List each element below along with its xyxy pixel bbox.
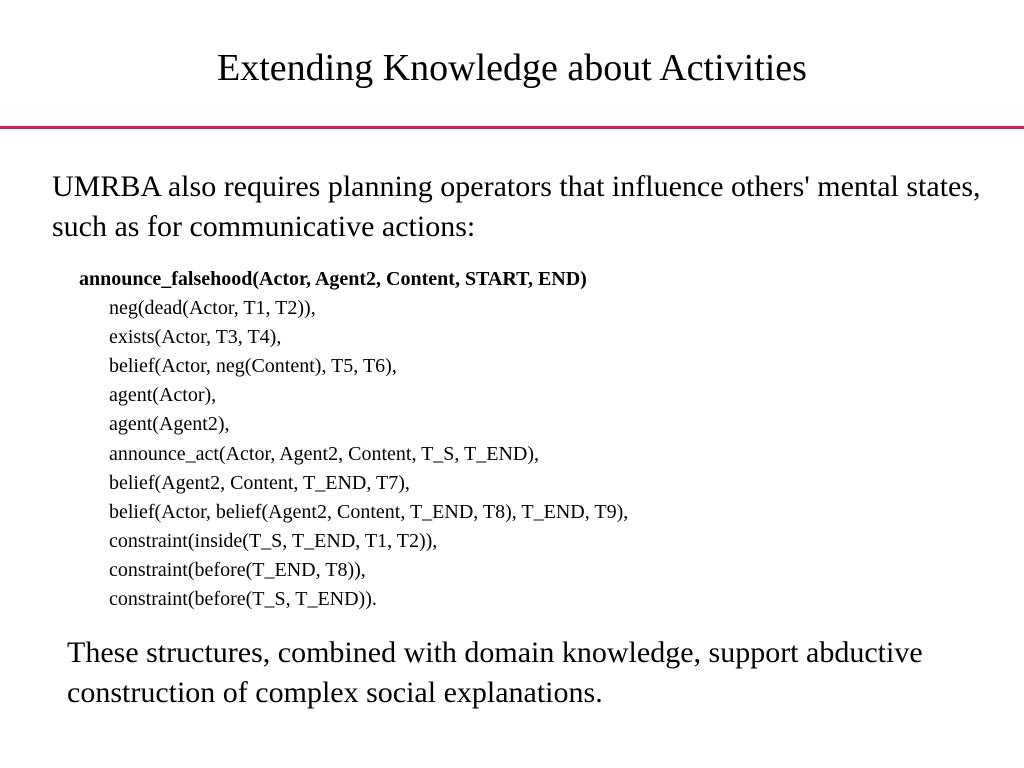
operator-line: exists(Actor, T3, T4), bbox=[109, 326, 282, 349]
intro-paragraph: UMRBA also requires planning operators that influence others' mental states, such as for communicative actions: bbox=[52, 170, 981, 243]
operator-header: announce_falsehood(Actor, Agent2, Content, START, END) bbox=[79, 268, 587, 290]
operator-line: belief(Actor, belief(Agent2, Content, T_END, T8), T_END, T9), bbox=[109, 500, 629, 523]
operator-line: constraint(inside(T_S, T_END, T1, T2)), bbox=[109, 529, 438, 552]
operator-conditions bbox=[79, 294, 979, 614]
operator-line: agent(Agent2), bbox=[109, 413, 230, 436]
operator-line: belief(Agent2, Content, T_END, T7), bbox=[109, 471, 410, 494]
operator-line: belief(Actor, neg(Content), T5, T6), bbox=[109, 355, 397, 378]
operator-definition bbox=[79, 265, 979, 614]
operator-line: announce_act(Actor, Agent2, Content, T_S, T_END), bbox=[109, 442, 540, 465]
slide-title: Extending Knowledge about Activities bbox=[217, 47, 807, 89]
operator-line: constraint(before(T_END, T8)), bbox=[109, 558, 366, 581]
closing-paragraph: These structures, combined with domain knowledge, support abductive construction of complex social explanations. bbox=[67, 636, 923, 709]
operator-line: agent(Actor), bbox=[109, 384, 217, 407]
title-divider bbox=[0, 126, 1024, 129]
operator-line: constraint(before(T_S, T_END)). bbox=[109, 588, 377, 611]
operator-line: neg(dead(Actor, T1, T2)), bbox=[109, 297, 316, 320]
